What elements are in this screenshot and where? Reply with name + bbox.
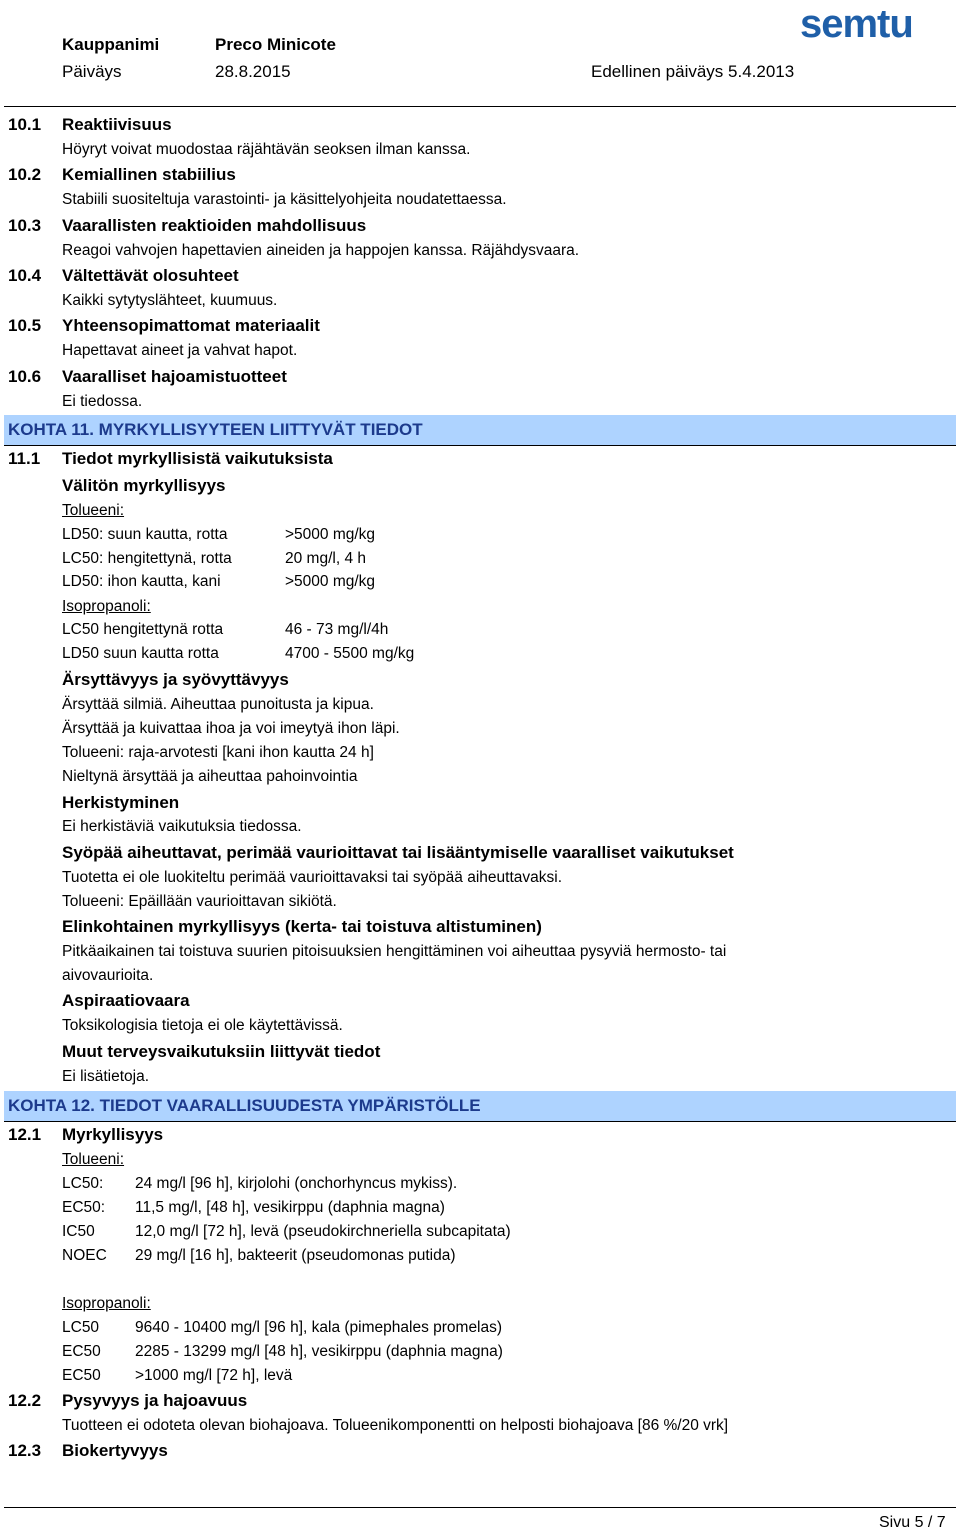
subsection-number: 10.3 <box>8 216 42 235</box>
cmr-line: Tuotetta ei ole luokiteltu perimää vaurioittavaksi tai syöpää aiheuttavaksi. <box>62 869 563 886</box>
section-12-title: KOHTA 12. TIEDOT VAARALLISUUDESTA YMPÄRISTÖLLE <box>8 1096 481 1115</box>
product-name-label: Kauppanimi <box>62 35 160 54</box>
product-name-value: Preco Minicote <box>215 35 336 54</box>
ecotox-key: IC50 <box>62 1223 95 1240</box>
ecotox-key: LC50: <box>62 1175 104 1192</box>
irritation-line: Ärsyttää silmiä. Aiheuttaa punoitusta ja kipua. <box>62 696 374 713</box>
page-number: Sivu 5 / 7 <box>879 1514 946 1531</box>
irritation-line: Tolueeni: raja-arvotesti [kani ihon kautta 24 h] <box>62 744 374 761</box>
toxicity-value: 4700 - 5500 mg/kg <box>285 645 415 662</box>
acute-toxicity-title: Välitön myrkyllisyys <box>62 476 226 495</box>
isopropanol-label: Isopropanoli: <box>62 1295 151 1312</box>
toxicity-value: >5000 mg/kg <box>285 526 376 543</box>
subsection-title: Biokertyvyys <box>62 1441 168 1460</box>
ecotox-key: EC50: <box>62 1199 106 1216</box>
subsection-number: 10.4 <box>8 266 42 285</box>
subsection-text: Ei tiedossa. <box>62 393 143 410</box>
previous-date: Edellinen päiväys 5.4.2013 <box>591 62 795 81</box>
toluene-label: Tolueeni: <box>62 502 125 519</box>
subsection-number: 12.1 <box>8 1125 42 1144</box>
other-effects-text: Ei lisätietoja. <box>62 1068 150 1085</box>
subsection-text: Stabiili suositeltuja varastointi- ja käsittelyohjeita noudatettaessa. <box>62 191 507 208</box>
subsection-text: Tuotteen ei odoteta olevan biohajoava. Tolueenikomponentti on helposti biohajoava [86 %/20 vrk] <box>62 1417 729 1434</box>
semtu-logo: semtu <box>800 2 913 46</box>
ecotox-value: 24 mg/l [96 h], kirjolohi (onchorhyncus mykiss). <box>135 1175 458 1192</box>
subsection-number: 12.2 <box>8 1391 42 1410</box>
subsection-text: Kaikki sytytyslähteet, kuumuus. <box>62 292 278 309</box>
toxicity-key: LC50 hengitettynä rotta <box>62 621 224 638</box>
subsection-number: 11.1 <box>8 449 41 468</box>
irritation-line: Ärsyttää ja kuivattaa ihoa ja voi imeytyä ihon läpi. <box>62 720 400 737</box>
isopropanol-label: Isopropanoli: <box>62 598 151 615</box>
subsection-text: Höyryt voivat muodostaa räjähtävän seoksen ilman kanssa. <box>62 141 471 158</box>
aspiration-title: Aspiraatiovaara <box>62 991 190 1010</box>
stot-line: aivovaurioita. <box>62 967 154 984</box>
subsection-text: Reagoi vahvojen hapettavien aineiden ja happojen kanssa. Räjähdysvaara. <box>62 242 580 259</box>
ecotox-key: NOEC <box>62 1247 107 1264</box>
subsection-title: Kemiallinen stabiilius <box>62 165 236 184</box>
subsection-title: Myrkyllisyys <box>62 1125 164 1144</box>
toxicity-key: LD50: ihon kautta, kani <box>62 573 221 590</box>
ecotox-value: 12,0 mg/l [72 h], levä (pseudokirchneriella subcapitata) <box>135 1223 511 1240</box>
toxicity-key: LD50 suun kautta rotta <box>62 645 219 662</box>
header-divider <box>4 106 956 107</box>
toxicity-value: >5000 mg/kg <box>285 573 376 590</box>
subsection-number: 10.1 <box>8 115 42 134</box>
subsection-text: Hapettavat aineet ja vahvat hapot. <box>62 342 298 359</box>
section-11-title: KOHTA 11. MYRKYLLISYYTEEN LIITTYVÄT TIEDOT <box>8 420 423 439</box>
cmr-line: Tolueeni: Epäillään vaurioittavan sikiötä. <box>62 893 337 910</box>
toxicity-key: LD50: suun kautta, rotta <box>62 526 228 543</box>
subsection-title: Vältettävät olosuhteet <box>62 266 239 285</box>
ecotox-key: EC50 <box>62 1367 101 1384</box>
section-11-header <box>4 415 956 446</box>
subsection-title: Yhteensopimattomat materiaalit <box>62 316 320 335</box>
subsection-number: 10.2 <box>8 165 42 184</box>
subsection-number: 12.3 <box>8 1441 42 1460</box>
subsection-title: Reaktiivisuus <box>62 115 172 134</box>
ecotox-key: LC50 <box>62 1319 100 1336</box>
toxicity-value: 20 mg/l, 4 h <box>285 550 366 567</box>
irritation-line: Nieltynä ärsyttää ja aiheuttaa pahoinvointia <box>62 768 358 785</box>
subsection-number: 10.6 <box>8 367 42 386</box>
sensitisation-title: Herkistyminen <box>62 793 180 812</box>
subsection-title: Vaarallisten reaktioiden mahdollisuus <box>62 216 367 235</box>
toluene-label: Tolueeni: <box>62 1151 125 1168</box>
subsection-title: Vaaralliset hajoamistuotteet <box>62 367 287 386</box>
other-effects-title: Muut terveysvaikutuksiin liittyvät tiedot <box>62 1042 381 1061</box>
stot-line: Pitkäaikainen tai toistuva suurien pitoisuuksien hengittäminen voi aiheuttaa pysyviä hermosto- tai <box>62 943 727 960</box>
date-label: Päiväys <box>62 62 122 81</box>
subsection-title: Tiedot myrkyllisistä vaikutuksista <box>62 449 333 468</box>
ecotox-value: 9640 - 10400 mg/l [96 h], kala (pimephales promelas) <box>135 1319 503 1336</box>
date-value: 28.8.2015 <box>215 62 291 81</box>
ecotox-value: 2285 - 13299 mg/l [48 h], vesikirppu (daphnia magna) <box>135 1343 503 1360</box>
footer-divider <box>4 1507 956 1508</box>
subsection-number: 10.5 <box>8 316 42 335</box>
ecotox-value: 29 mg/l [16 h], bakteerit (pseudomonas putida) <box>135 1247 456 1264</box>
irritation-title: Ärsyttävyys ja syövyttävyys <box>62 670 289 689</box>
ecotox-key: EC50 <box>62 1343 101 1360</box>
cmr-title: Syöpää aiheuttavat, perimää vaurioittavat tai lisääntymiselle vaaralliset vaikutukset <box>62 843 734 862</box>
subsection-title: Pysyvyys ja hajoavuus <box>62 1391 248 1410</box>
toxicity-value: 46 - 73 mg/l/4h <box>285 621 389 638</box>
toxicity-key: LC50: hengitettynä, rotta <box>62 550 232 567</box>
ecotox-value: 11,5 mg/l, [48 h], vesikirppu (daphnia magna) <box>135 1199 445 1216</box>
section-12-header <box>4 1091 956 1122</box>
stot-title: Elinkohtainen myrkyllisyys (kerta- tai toistuva altistuminen) <box>62 917 542 936</box>
sensitisation-text: Ei herkistäviä vaikutuksia tiedossa. <box>62 818 302 835</box>
aspiration-text: Toksikologisia tietoja ei ole käytettävissä. <box>62 1017 343 1034</box>
ecotox-value: >1000 mg/l [72 h], levä <box>135 1367 293 1384</box>
